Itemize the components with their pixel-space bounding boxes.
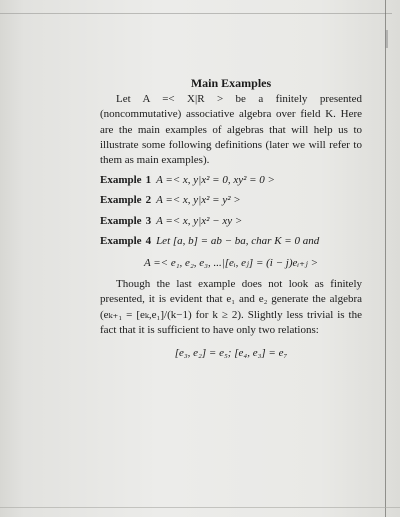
page-content [100,76,362,361]
example-1-label: Example [100,174,142,187]
relations-equation: [e₃, e₂] = e₅; [e₄, e₃] = e₇ [174,347,288,360]
example-2 [100,193,362,208]
intro-paragraph: Let A =< X|R > be a finitely presented (noncommutative) associative algebra over field K. Here are the main examples of algebras that will help us to illustrate some following definitions (later we will refer to them as main examples). [100,93,362,167]
scan-edge-top [0,13,392,14]
example-2-label: Example [100,194,142,207]
example-4-text: Let [a, b] = ab − ba, char K = 0 and [156,234,320,247]
example-4-number: 4 [145,234,152,247]
section-title: Main Examples [190,76,272,90]
example-3 [100,214,362,229]
example-1-number: 1 [145,174,152,187]
example-2-number: 2 [145,194,152,207]
example-4 [100,234,362,249]
example-3-text: A =< x, y|x² − xy > [156,214,243,227]
example-3-number: 3 [145,214,152,227]
scan-edge-bottom [0,507,400,508]
example-3-label: Example [100,214,142,227]
example-1-text: A =< x, y|x² = 0, xy² = 0 > [156,174,275,187]
scan-mark [385,30,388,48]
example-2-text: A =< x, y|x² = y² > [156,194,241,207]
discussion-paragraph: Though the last example does not look as finitely presented, it is evident that e₁ and e₂ generate the algebra (eₖ₊₁ = [eₖ,e₁]/(k−1) for k ≥ 2). Slightly less trivial is the fact that it is sufficient to have only two relations: [100,278,362,336]
example-1 [100,173,362,188]
display-equation: A =< e₁, e₂, e₃, ...|[eᵢ, eⱼ] = (i − j)eᵢ₊ⱼ > [143,257,319,270]
scan-edge-right [385,0,386,517]
example-4-label: Example [100,234,142,247]
